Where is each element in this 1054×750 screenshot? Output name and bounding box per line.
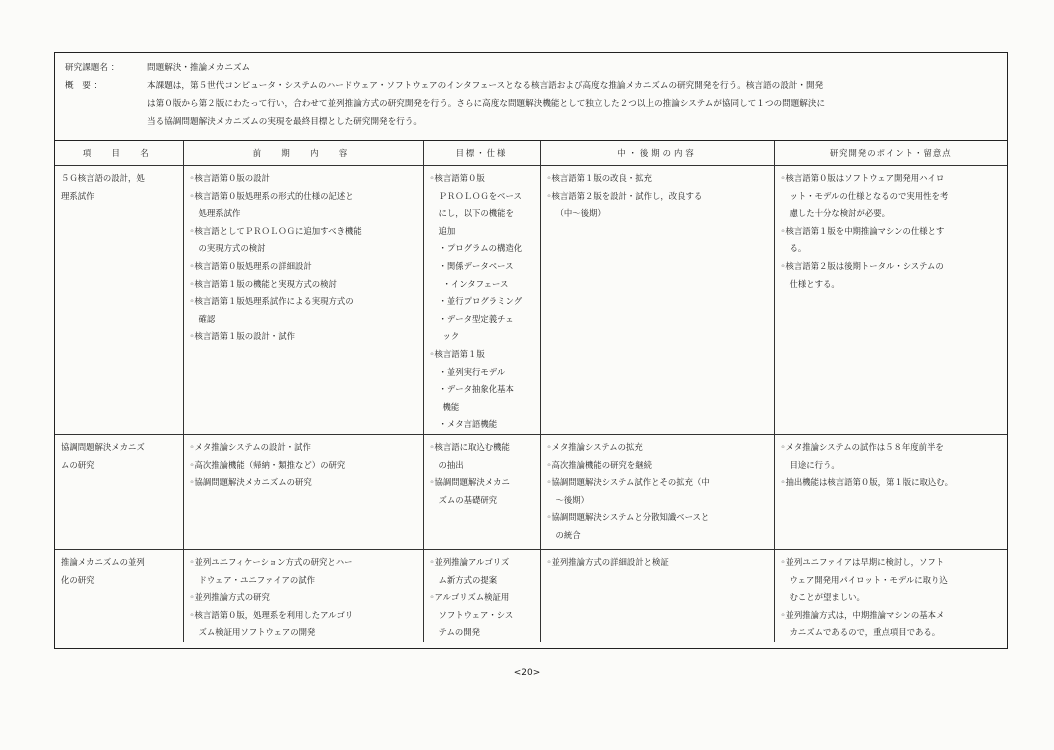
cell-line: ◦高次推論機能（帰納・類推など）の研究 <box>189 459 346 470</box>
cell-line: ◦核言語第０版 <box>429 173 485 183</box>
cell-line: ・データ型定義チェ <box>438 313 514 324</box>
cell-line: ◦アルゴリズム検証用 <box>429 592 510 603</box>
item-cell <box>55 435 183 474</box>
cell-line: ◦メタ推論システムの試作は５８年度前半を <box>780 442 944 452</box>
cell-line: ◦核言語第１版 <box>429 348 485 359</box>
summary-row <box>65 77 997 131</box>
cell-line: ◦協調問題解決メカニズムの研究 <box>189 477 312 488</box>
cell-line: 理系試作 <box>61 190 95 201</box>
cell-line: ・メタ言語機能 <box>438 419 498 430</box>
cell-line: ◦並列推論方式の詳細設計と検証 <box>546 557 669 567</box>
cell-line: ・データ抽象化基本 <box>438 384 514 395</box>
cell-line: （中～後期） <box>555 208 606 219</box>
research-plan-table <box>55 141 1007 642</box>
cell-line: ◦並列推論アルゴリズ <box>429 557 510 567</box>
cell-line: の統合 <box>555 529 581 540</box>
cell-line: ・インタフェース <box>442 278 509 289</box>
cell-line: ◦高次推論機能の研究を継続 <box>546 459 652 470</box>
column-header-points: 研究開発のポイント・留意点 <box>774 141 1007 166</box>
cell-line: ◦核言語第０版はソフトウェア開発用ハイロ <box>780 173 945 183</box>
cell-line: 慮した十分な検討が必要。 <box>789 208 890 219</box>
points-cell <box>775 166 1008 293</box>
cell-line: ◦核言語第０版の設計 <box>189 173 270 183</box>
cell-line: ・並行プログラミング <box>438 296 523 307</box>
cell-line: る。 <box>789 243 807 254</box>
cell-line: ◦協調問題解決システム試作とその拡充（中 <box>546 477 710 488</box>
cell-line: ◦核言語第１版を中期推論マシンの仕様とす <box>780 225 945 236</box>
cell-line: ック <box>442 331 460 342</box>
column-header-later: 中・後期の内容 <box>540 141 774 166</box>
item-cell <box>55 166 183 205</box>
cell-line: ムの研究 <box>61 459 95 470</box>
cell-line: ◦核言語第１版処理系試作による実現方式の <box>189 296 354 307</box>
cell-line: ズム検証用ソフトウェアの開発 <box>198 627 316 638</box>
research-title: 問題解決・推論メカニズム <box>147 63 251 73</box>
cell-line: ◦並列推論方式の研究 <box>189 592 270 603</box>
summary-line: 当る協調問題解決メカニズムの実現を最終目標とした研究開発を行う。 <box>147 117 423 127</box>
cell-line: テムの開発 <box>438 627 480 638</box>
points-cell <box>775 550 1008 642</box>
points-cell <box>775 435 1008 492</box>
cell-line: ◦核言語第０版処理系の形式的仕様の記述と <box>189 190 354 201</box>
cell-line: ◦核言語第２版を設計・試作し，改良する <box>546 190 703 201</box>
table-row <box>55 435 1007 550</box>
cell-line: ◦核言語第０版，処理系を利用したアルゴリ <box>189 609 354 620</box>
cell-line: ソフトウェア・シス <box>438 609 514 620</box>
title-row <box>65 59 997 77</box>
later-content-cell <box>541 166 774 223</box>
document-frame <box>54 52 1008 649</box>
cell-line: ドウェア・ユニファイアの試作 <box>198 574 315 585</box>
cell-line: ◦抽出機能は核言語第０版，第１版に取込む。 <box>780 477 953 488</box>
cell-line: ◦協調問題解決システムと分散知識ベースと <box>546 512 710 523</box>
table-row <box>55 166 1007 435</box>
cell-line: ット・モデルの仕様となるので実用性を考 <box>789 190 949 201</box>
early-content-cell <box>184 435 423 492</box>
cell-line: ◦核言語第１版の改良・拡充 <box>546 173 652 183</box>
cell-line: 処理系試作 <box>198 208 241 219</box>
cell-line: ◦核言語第１版の設計・試作 <box>189 331 295 342</box>
cell-line: ５Ｇ核言語の設計，処 <box>61 173 145 183</box>
cell-line: ◦並列推論方式は，中期推論マシンの基本メ <box>780 609 945 620</box>
cell-line: 協調問題解決メカニズ <box>61 442 145 452</box>
cell-line: 確認 <box>198 313 216 324</box>
cell-line: ◦核言語としてＰＲＯＬＯＧに追加すべき機能 <box>189 225 362 236</box>
cell-line: ＰＲＯＬＯＧをベース <box>438 190 522 201</box>
cell-line: ・関係データベース <box>438 260 514 271</box>
cell-line: の実現方式の検討 <box>198 243 266 254</box>
target-spec-cell <box>424 550 540 642</box>
cell-line: ◦核言語に取込む機能 <box>429 442 510 452</box>
summary-line: は第０版から第２版にわたって行い，合わせて並列推論方式の研究開発を行う。さらに高度な問題解決機能として独立した２つ以上の推論システムが協同して１つの問題解決に <box>147 99 826 109</box>
cell-line: 追加 <box>438 225 456 236</box>
cell-line: 仕様とする。 <box>789 278 840 289</box>
cell-line: 機能 <box>442 401 460 412</box>
cell-line: 化の研究 <box>61 574 95 585</box>
cell-line: の抽出 <box>438 459 464 470</box>
table-row <box>55 550 1007 643</box>
item-cell <box>55 550 183 589</box>
document-header <box>55 53 1007 141</box>
cell-line: 目途に行う。 <box>789 459 840 470</box>
early-content-cell <box>184 550 423 642</box>
cell-line: ◦核言語第０版処理系の詳細設計 <box>189 260 312 271</box>
summary-line: 本課題は，第５世代コンピュータ・システムのハードウェア・ソフトウェアのインタフェースとなる核言語および高度な推論メカニズムの研究開発を行う。核言語の設計・開発 <box>147 81 824 91</box>
cell-line: ・並列実行モデル <box>438 366 506 377</box>
cell-line: ズムの基礎研究 <box>438 494 498 505</box>
title-label: 研究課題名 ： <box>65 63 120 73</box>
cell-line: ◦協調問題解決メカニ <box>429 477 510 488</box>
cell-line: 推論メカニズムの並列 <box>61 557 145 567</box>
cell-line: ～後期） <box>555 494 589 505</box>
later-content-cell <box>541 550 774 572</box>
cell-line: ・プログラムの構造化 <box>438 243 523 254</box>
cell-line: ウェア開発用パイロット・モデルに取り込 <box>789 574 948 585</box>
table-header-row <box>55 141 1007 166</box>
later-content-cell <box>541 435 774 545</box>
column-header-item: 項 目 名 <box>55 141 183 166</box>
cell-line: ◦メタ推論システムの拡充 <box>546 442 643 452</box>
target-spec-cell <box>424 166 540 434</box>
column-header-early: 前 期 内 容 <box>183 141 423 166</box>
column-header-target: 目標・仕様 <box>423 141 540 166</box>
cell-line: にし，以下の機能を <box>438 208 514 219</box>
target-spec-cell <box>424 435 540 509</box>
cell-line: ◦メタ推論システムの設計・試作 <box>189 442 311 452</box>
cell-line: カニズムであるので，重点項目である。 <box>789 627 941 638</box>
summary-text <box>147 77 997 131</box>
cell-line: ム新方式の提案 <box>438 574 498 585</box>
cell-line: ◦並列ユニフィケーション方式の研究とハー <box>189 557 353 567</box>
cell-line: ◦核言語第１版の機能と実現方式の検討 <box>189 278 337 289</box>
cell-line: むことが望ましい。 <box>789 592 865 603</box>
page-number: <20> <box>513 668 541 678</box>
cell-line: ◦並列ユニファイアは早期に検討し，ソフト <box>780 557 945 567</box>
cell-line: ◦核言語第２版は後期トータル・システムの <box>780 260 944 271</box>
summary-label: 概 要 ： <box>65 81 103 91</box>
early-content-cell <box>184 166 423 346</box>
